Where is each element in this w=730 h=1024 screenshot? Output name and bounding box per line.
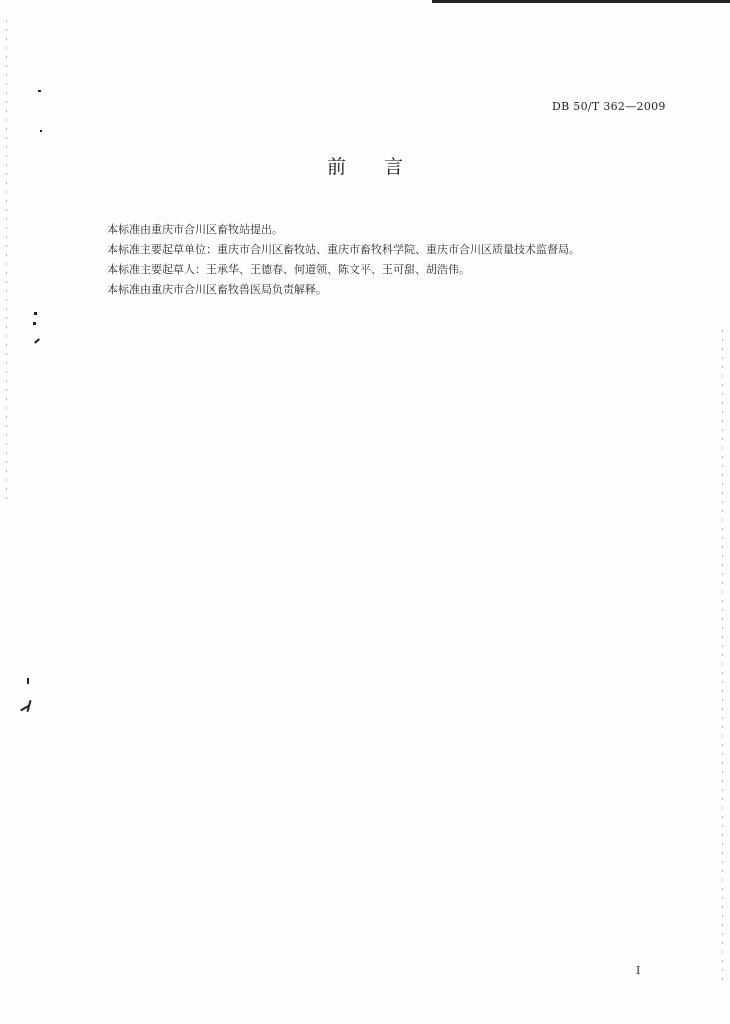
- scan-speck: [38, 90, 41, 92]
- scan-speck: [27, 678, 29, 684]
- standard-number: DB 50/T 362—2009: [552, 100, 666, 113]
- scan-edge-left: [6, 20, 7, 500]
- scan-speck: [26, 700, 31, 712]
- foreword-line-proposer: 本标准由重庆市合川区畜牧站提出。: [107, 223, 283, 236]
- scan-speck: [34, 338, 40, 343]
- title-char-2: 言: [384, 156, 404, 178]
- foreword-line-drafters: 本标准主要起草人：王承华、王德春、何道领、陈文平、王可甜、胡浩伟。: [107, 263, 470, 276]
- title-char-1: 前: [327, 156, 347, 178]
- page-number: I: [636, 964, 641, 977]
- foreword-line-drafting-units: 本标准主要起草单位：重庆市合川区畜牧站、重庆市畜牧科学院、重庆市合川区质量技术监督局。: [107, 243, 580, 256]
- scan-speck: [40, 130, 42, 132]
- foreword-line-interpretation: 本标准由重庆市合川区畜牧兽医局负责解释。: [107, 283, 327, 296]
- foreword-body: [107, 220, 687, 300]
- scan-speck: [33, 322, 36, 325]
- section-title: [0, 152, 730, 179]
- top-rule: [432, 0, 730, 3]
- scan-speck: [34, 312, 37, 315]
- scan-edge-right: [722, 330, 723, 980]
